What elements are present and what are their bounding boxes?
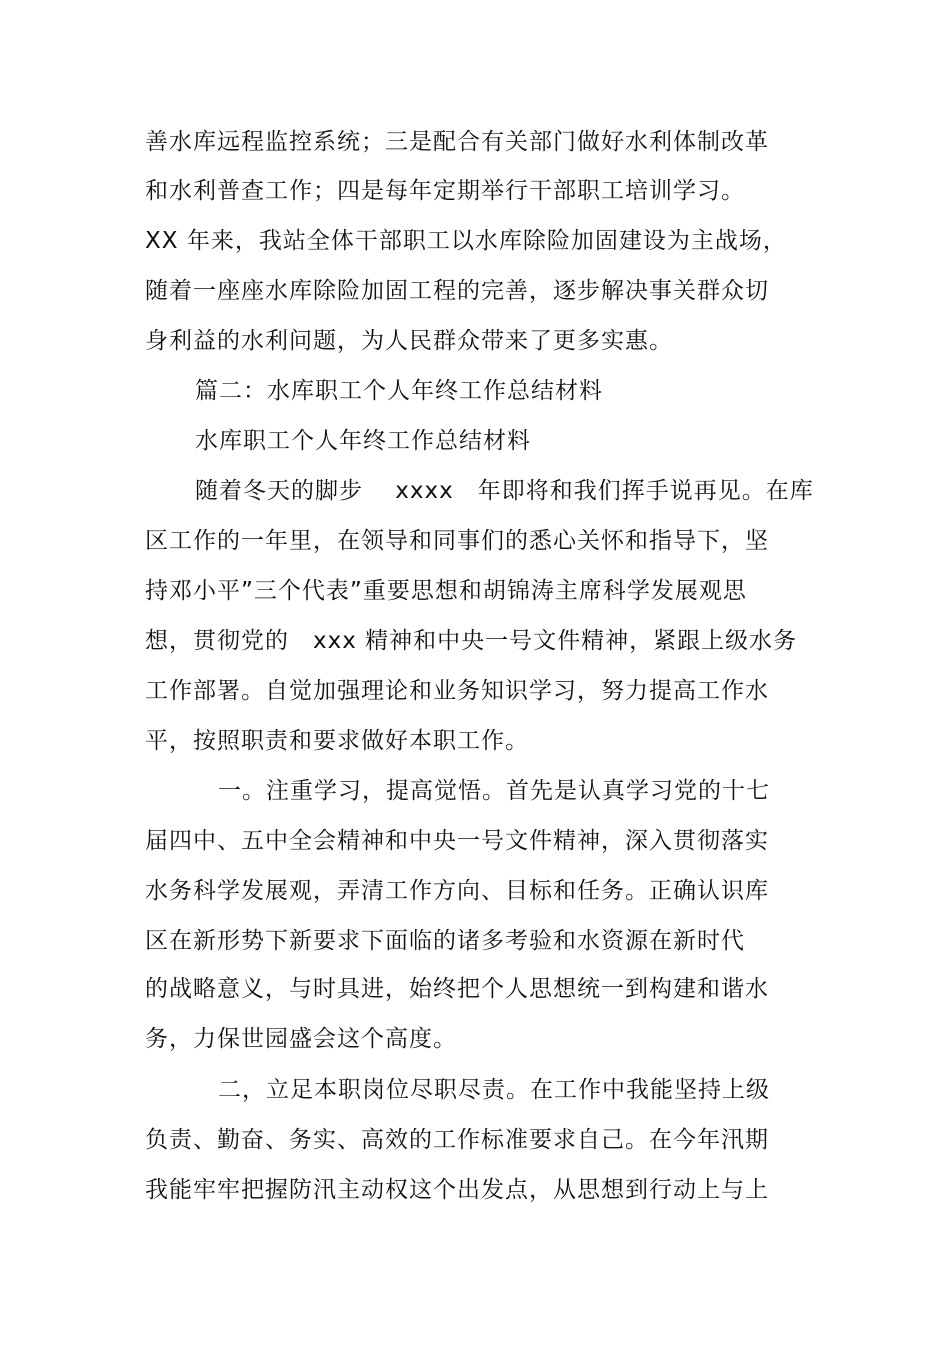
body-text-line: 届四中、五中全会精神和中央一号文件精神，深入贯彻落实 — [145, 828, 769, 854]
body-text-line: 持邓小平”三个代表”重要思想和胡锦涛主席科学发展观思 — [145, 578, 747, 604]
section-heading: 篇二：水库职工个人年终工作总结材料 — [195, 378, 603, 404]
body-text-line: 水务科学发展观，弄清工作方向、目标和任务。正确认识库 — [145, 878, 769, 904]
body-text-line: 的战略意义，与时具进，始终把个人思想统一到构建和谐水 — [145, 976, 769, 1002]
body-text-line: 二，立足本职岗位尽职尽责。在工作中我能坚持上级 — [218, 1077, 770, 1103]
body-text-line: 工作部署。自觉加强理论和业务知识学习，努力提高工作水 — [145, 678, 769, 704]
body-text-line: 一。注重学习，提高觉悟。首先是认真学习党的十七 — [218, 778, 770, 804]
body-text-line: 随着冬天的脚步 xxxx 年即将和我们挥手说再见。在库 — [195, 478, 814, 504]
body-text-line: 和水利普查工作；四是每年定期举行干部职工培训学习。 — [145, 178, 745, 204]
body-text-line: 我能牢牢把握防汛主动权这个出发点，从思想到行动上与上 — [145, 1177, 769, 1203]
body-text-line: 想，贯彻党的 xxx 精神和中央一号文件精神，紧跟上级水务 — [145, 628, 798, 654]
body-text-line: 区工作的一年里，在领导和同事们的悉心关怀和指导下，坚 — [145, 528, 769, 554]
body-text-line: 善水库远程监控系统；三是配合有关部门做好水利体制改革 — [145, 129, 769, 155]
body-text-line: 身利益的水利问题，为人民群众带来了更多实惠。 — [145, 328, 673, 354]
body-text-line: 平，按照职责和要求做好本职工作。 — [145, 728, 529, 754]
article-title: 水库职工个人年终工作总结材料 — [195, 428, 531, 454]
body-text-line: 区在新形势下新要求下面临的诸多考验和水资源在新时代 — [145, 928, 745, 954]
body-text-line: XX 年来，我站全体干部职工以水库除险加固建设为主战场， — [145, 228, 787, 254]
body-text-line: 负责、勤奋、务实、高效的工作标准要求自己。在今年汛期 — [145, 1127, 769, 1153]
body-text-line: 随着一座座水库除险加固工程的完善，逐步解决事关群众切 — [145, 278, 769, 304]
body-text-line: 务，力保世园盛会这个高度。 — [145, 1026, 457, 1052]
